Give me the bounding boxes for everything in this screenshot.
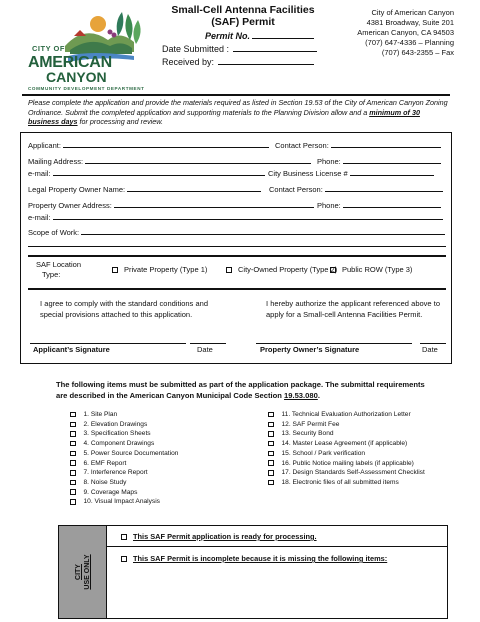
list-item[interactable]: 17. Design Standards Self-Assessment Checklist bbox=[268, 468, 438, 478]
checkbox-icon[interactable] bbox=[70, 470, 76, 476]
list-item[interactable]: 5. Power Source Documentation bbox=[70, 449, 240, 459]
list-item[interactable]: 8. Noise Study bbox=[70, 478, 240, 488]
saf-location-line-2: Type: bbox=[42, 270, 61, 279]
date-submitted-line[interactable] bbox=[233, 44, 317, 52]
list-item[interactable]: 14. Master Lease Agreement (if applicable) bbox=[268, 439, 438, 449]
list-item[interactable]: 7. Interference Report bbox=[70, 468, 240, 478]
mailing-address-line[interactable] bbox=[85, 157, 311, 164]
scope-of-work-line-2[interactable] bbox=[28, 240, 446, 249]
owner-address-label: Property Owner Address: bbox=[28, 201, 112, 210]
list-item[interactable]: 18. Electronic files of all submitted items bbox=[268, 478, 438, 488]
checkbox-icon[interactable] bbox=[268, 480, 274, 486]
title-line-1: Small-Cell Antenna Facilities bbox=[171, 4, 315, 16]
form-divider-2 bbox=[28, 288, 446, 290]
city-address bbox=[344, 8, 454, 58]
applicant-label: Applicant: bbox=[28, 141, 61, 150]
checkbox-icon[interactable] bbox=[268, 460, 274, 466]
list-item[interactable]: 11. Technical Evaluation Authorization Letter bbox=[268, 410, 438, 420]
list-item[interactable]: 13. Security Bond bbox=[268, 429, 438, 439]
option-city-owned[interactable] bbox=[226, 265, 337, 274]
instructions bbox=[28, 98, 448, 127]
address-line-4: (707) 647-4336 – Planning bbox=[365, 38, 454, 47]
received-by-line[interactable] bbox=[218, 57, 314, 65]
checkbox-icon[interactable] bbox=[70, 422, 76, 428]
list-item[interactable]: 15. School / Park verification bbox=[268, 449, 438, 459]
city-label-line-1: CITY bbox=[75, 564, 82, 580]
email-2-line[interactable] bbox=[53, 213, 443, 220]
address-line-3: American Canyon, CA 94503 bbox=[357, 28, 454, 37]
instructions-tail: for processing and review. bbox=[77, 117, 164, 126]
applicant-field[interactable] bbox=[28, 141, 269, 150]
mailing-address-field[interactable] bbox=[28, 157, 311, 166]
checkbox-icon[interactable] bbox=[268, 441, 274, 447]
checkbox-icon[interactable] bbox=[268, 470, 274, 476]
instructions-text: Please complete the application and provide the materials required as listed in Section 19.53 of the City of American Canyon Zoning Ordinance. Submit the completed application and supporting materials to the Planning Division allow and a bbox=[28, 98, 448, 117]
checkbox-icon[interactable] bbox=[268, 412, 274, 418]
email-2-label: e-mail: bbox=[28, 213, 51, 222]
checkbox-icon[interactable] bbox=[268, 422, 274, 428]
incomplete-label: This SAF Permit is incomplete because it is missing the following items: bbox=[133, 554, 388, 563]
option-private-property[interactable] bbox=[112, 265, 207, 274]
checkbox-icon[interactable] bbox=[70, 441, 76, 447]
checkbox-icon[interactable] bbox=[70, 499, 76, 505]
checkbox-icon[interactable] bbox=[226, 267, 232, 273]
contact-person-2-line[interactable] bbox=[325, 185, 443, 192]
contact-person-label: Contact Person: bbox=[275, 141, 329, 150]
checkbox-icon[interactable] bbox=[70, 460, 76, 466]
email-field[interactable] bbox=[28, 169, 265, 178]
date-submitted-label: Date Submitted : bbox=[162, 44, 230, 54]
header-divider bbox=[22, 94, 450, 96]
list-item[interactable]: 4. Component Drawings bbox=[70, 439, 240, 449]
received-by-label: Received by: bbox=[162, 57, 215, 67]
form-divider-1 bbox=[28, 255, 446, 257]
contact-person-2-field[interactable] bbox=[269, 185, 443, 194]
received-by-field[interactable] bbox=[162, 57, 314, 67]
list-item[interactable]: 9. Coverage Maps bbox=[70, 488, 240, 498]
scope-of-work-field[interactable] bbox=[28, 228, 445, 237]
checkbox-icon[interactable] bbox=[121, 556, 127, 562]
applicant-date-line[interactable] bbox=[190, 343, 226, 344]
permit-no-line[interactable] bbox=[252, 31, 314, 39]
city-label-line-2: USE ONLY bbox=[84, 554, 91, 590]
option-private-label: Private Property (Type 1) bbox=[124, 265, 208, 274]
contact-person-line[interactable] bbox=[331, 141, 441, 148]
checkbox-icon[interactable] bbox=[70, 412, 76, 418]
city-box-divider bbox=[107, 546, 447, 547]
contact-person-field[interactable] bbox=[275, 141, 441, 150]
list-item[interactable]: 16. Public Notice mailing labels (if applicable) bbox=[268, 459, 438, 469]
list-item[interactable]: 10. Visual Impact Analysis bbox=[70, 497, 240, 507]
business-license-field[interactable] bbox=[268, 169, 434, 178]
checkbox-icon[interactable] bbox=[268, 451, 274, 457]
phone-2-label: Phone: bbox=[317, 201, 341, 210]
list-item[interactable]: 1. Site Plan bbox=[70, 410, 240, 420]
applicant-signature-line[interactable] bbox=[30, 343, 186, 344]
city-use-only-text bbox=[74, 554, 92, 589]
phone-2-line[interactable] bbox=[343, 201, 441, 208]
applicant-agreement-text: I agree to comply with the standard conditions and special provisions attached to this application. bbox=[40, 299, 208, 319]
legal-owner-field[interactable] bbox=[28, 185, 261, 194]
address-line-5: (707) 643-2355 – Fax bbox=[381, 48, 454, 57]
saf-location-type-label bbox=[36, 260, 81, 280]
address-line-2: 4381 Broadway, Suite 201 bbox=[366, 18, 454, 27]
checkbox-icon[interactable] bbox=[70, 431, 76, 437]
scope-of-work-extra-line[interactable] bbox=[28, 240, 446, 247]
checkbox-icon[interactable] bbox=[121, 534, 127, 540]
permit-no-label: Permit No. bbox=[205, 31, 251, 41]
owner-signature-line[interactable] bbox=[256, 343, 412, 344]
owner-date-line[interactable] bbox=[420, 343, 446, 344]
submittal-requirements-intro bbox=[56, 380, 436, 401]
owner-address-field[interactable] bbox=[28, 201, 314, 210]
owner-address-line[interactable] bbox=[114, 201, 314, 208]
list-item[interactable]: 2. Elevation Drawings bbox=[70, 420, 240, 430]
list-item[interactable]: 12. SAF Permit Fee bbox=[268, 420, 438, 430]
incomplete-option[interactable] bbox=[107, 554, 447, 563]
checklist-right-column bbox=[268, 410, 438, 488]
email-line[interactable] bbox=[53, 169, 265, 176]
scope-of-work-line[interactable] bbox=[81, 228, 445, 235]
owner-date-label: Date bbox=[422, 345, 438, 354]
phone-2-field[interactable] bbox=[317, 201, 441, 210]
option-public-row[interactable] bbox=[330, 265, 412, 274]
contact-person-2-label: Contact Person: bbox=[269, 185, 323, 194]
business-license-label: City Business License # bbox=[268, 169, 348, 178]
logo-city-of: CITY OF bbox=[32, 44, 65, 53]
checklist-left-column bbox=[70, 410, 240, 507]
list-item[interactable]: 6. EMF Report bbox=[70, 459, 240, 469]
list-item[interactable]: 3. Specification Sheets bbox=[70, 429, 240, 439]
mailing-address-label: Mailing Address: bbox=[28, 157, 84, 166]
city-logo bbox=[10, 6, 160, 92]
logo-canyon: CANYON bbox=[46, 69, 107, 85]
applicant-signature-label: Applicant’s Signature bbox=[33, 345, 110, 354]
city-use-only-label bbox=[59, 526, 107, 618]
phone-line[interactable] bbox=[343, 157, 441, 164]
code-section-link[interactable]: 19.53.080 bbox=[284, 390, 318, 400]
owner-authorization-text: I hereby authorize the applicant referenced above to apply for a Small-cell Antenna Facilities Permit. bbox=[266, 299, 440, 319]
date-submitted-field[interactable] bbox=[162, 44, 317, 54]
title-line-2: (SAF) Permit bbox=[211, 16, 275, 28]
ready-for-processing-option[interactable] bbox=[107, 532, 447, 541]
checkbox-icon[interactable] bbox=[112, 267, 118, 273]
page-title bbox=[168, 4, 318, 28]
email-label: e-mail: bbox=[28, 169, 51, 178]
applicant-line[interactable] bbox=[63, 141, 269, 148]
scope-of-work-label: Scope of Work: bbox=[28, 228, 80, 237]
applicant-date-label: Date bbox=[197, 345, 213, 354]
intro-text: The following items must be submitted as part of the application package. The submittal requirements are described in the American Canyon Municipal Code Section bbox=[56, 380, 425, 400]
intro-tail: . bbox=[317, 390, 320, 400]
checkbox-icon[interactable] bbox=[70, 489, 76, 495]
phone-label: Phone: bbox=[317, 157, 341, 166]
address-line-1: City of American Canyon bbox=[371, 8, 454, 17]
checkbox-icon[interactable] bbox=[330, 267, 336, 273]
business-license-line[interactable] bbox=[350, 169, 434, 176]
checkbox-icon[interactable] bbox=[268, 431, 274, 437]
checkbox-icon[interactable] bbox=[70, 480, 76, 486]
email-2-field[interactable] bbox=[28, 213, 443, 222]
owner-signature-label: Property Owner’s Signature bbox=[260, 345, 360, 354]
permit-no-field[interactable] bbox=[205, 31, 314, 41]
logo-american: AMERICAN bbox=[28, 54, 112, 71]
phone-field[interactable] bbox=[317, 157, 441, 166]
instructions-deadline: minimum of 30 business days bbox=[28, 107, 420, 126]
checkbox-icon[interactable] bbox=[70, 451, 76, 457]
ready-label: This SAF Permit application is ready for processing. bbox=[133, 532, 317, 541]
city-use-only-box bbox=[58, 525, 448, 619]
legal-owner-label: Legal Property Owner Name: bbox=[28, 185, 126, 194]
legal-owner-line[interactable] bbox=[127, 185, 261, 192]
option-row-label: Public ROW (Type 3) bbox=[342, 265, 413, 274]
saf-location-line-1: SAF Location bbox=[36, 260, 82, 269]
logo-department: COMMUNITY DEVELOPMENT DEPARTMENT bbox=[28, 86, 145, 91]
option-city-label: City-Owned Property (Type 2) bbox=[238, 265, 338, 274]
